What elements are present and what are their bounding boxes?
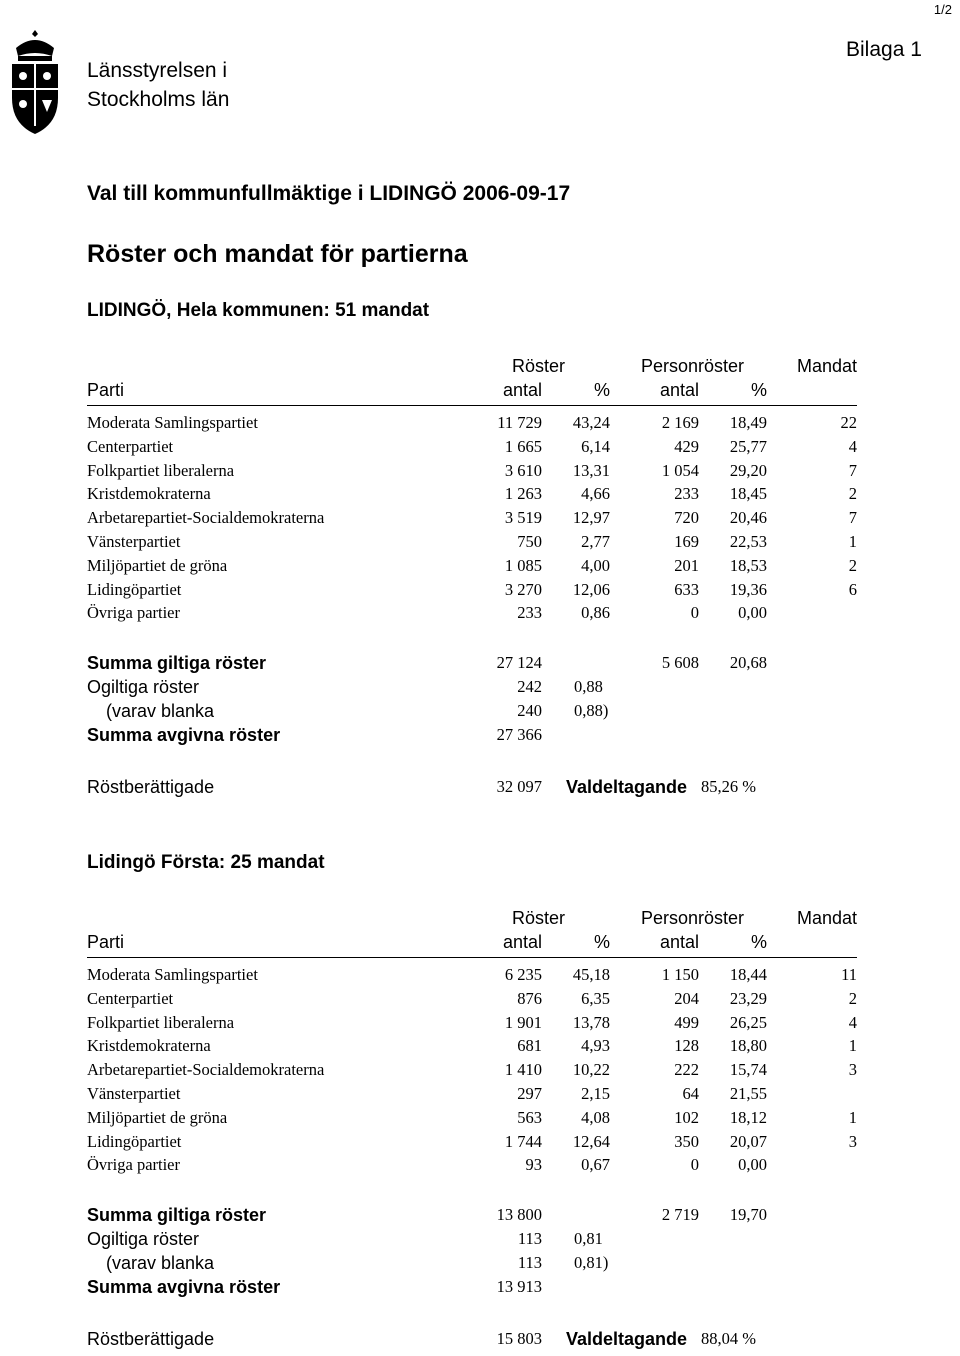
votes-count: 1 744 [504,1131,542,1151]
personal-votes-percent: 22,53 [729,532,767,551]
table-row [0,1084,960,1108]
page-number: 1/2 [933,2,952,17]
personal-votes-count: 1 150 [661,965,699,984]
turnout-value: 85,26 % [701,777,756,796]
coat-of-arms-logo [8,28,62,138]
votes-percent: 2,77 [581,532,610,551]
party-name: Miljöpartiet de gröna [87,1107,228,1127]
mandat-header: Mandat [796,908,857,928]
party-name: Miljöpartiet de gröna [87,555,228,575]
votes-count: 681 [517,1036,542,1056]
votes-count: 1 901 [504,1012,542,1032]
personal-votes-count-header: antal [659,932,699,952]
party-name: Centerpartiet [87,988,174,1008]
party-name: Arbetarepartiet-Socialdemokraterna [87,508,325,528]
table-row [0,532,960,556]
votes-percent: 13,78 [572,1012,610,1032]
party-name: Moderata Samlingspartiet [87,965,258,984]
mandat-count: 7 [848,508,857,528]
valid-personal-votes: 5 608 [661,653,699,672]
summary-cast-votes [0,725,960,749]
personal-votes-pct-header: % [750,380,767,400]
votes-percent: 12,06 [572,579,610,599]
party-name: Folkpartiet liberalerna [87,1012,235,1032]
personal-votes-percent: 18,12 [729,1107,767,1127]
table-row [0,556,960,580]
personal-votes-group-header: Personröster [641,908,745,928]
invalid-votes-percent: 0,81 [574,1229,603,1248]
personal-votes-count-header: antal [659,380,699,400]
party-name: Vänsterpartiet [87,1084,181,1103]
votes-percent: 4,08 [581,1107,610,1127]
cast-votes-count: 13 913 [496,1277,542,1296]
personal-votes-count: 499 [674,1012,699,1032]
valid-personal-votes-percent: 19,70 [729,1205,767,1224]
party-name: Kristdemokraterna [87,1036,211,1056]
table-row [0,989,960,1013]
party-header: Parti [87,932,125,952]
invalid-votes-count: 242 [517,677,542,696]
votes-count-header: antal [502,380,542,400]
mandat-count: 3 [848,1131,857,1151]
table-row [0,437,960,461]
table-row [0,1132,960,1156]
blank-votes-percent: 0,88) [574,701,609,720]
valid-votes-label: Summa giltiga röster [87,653,267,673]
annex-label: Bilaga 1 [846,38,922,61]
mandat-header: Mandat [796,356,857,376]
personal-votes-percent: 18,49 [729,413,767,432]
votes-count: 11 729 [497,413,542,432]
cast-votes-label: Summa avgivna röster [87,725,281,745]
mandat-count: 1 [848,532,857,551]
summary-valid-votes [0,1205,960,1229]
invalid-votes-label: Ogiltiga röster [87,677,200,697]
invalid-votes-percent: 0,88 [574,677,603,696]
personal-votes-percent: 0,00 [738,603,767,623]
votes-count: 1 410 [504,1060,542,1080]
mandat-count: 2 [848,988,857,1008]
turnout-value: 88,04 % [701,1329,756,1348]
votes-pct-header: % [593,932,610,952]
personal-votes-count: 233 [674,484,699,504]
table-row [0,508,960,532]
votes-pct-header: % [593,380,610,400]
votes-percent: 4,66 [581,484,610,504]
personal-votes-percent: 21,55 [729,1084,767,1103]
section-heading: LIDINGÖ, Hela kommunen: 51 mandat [87,300,430,321]
votes-percent: 2,15 [581,1084,610,1103]
valid-votes-count: 27 124 [496,653,542,672]
votes-count: 1 263 [504,484,542,504]
votes-count: 3 610 [504,460,542,480]
personal-votes-percent: 19,36 [729,579,767,599]
summary-cast-votes [0,1277,960,1301]
party-name: Lidingöpartiet [87,1131,182,1151]
section-heading: Lidingö Första: 25 mandat [87,852,325,873]
personal-votes-count: 222 [674,1060,699,1080]
eligible-voters-label: Röstberättigade [87,1329,215,1349]
blank-votes-label: (varav blanka [106,1253,215,1273]
votes-count: 563 [517,1107,542,1127]
summary-blank-votes [0,701,960,725]
document-subtitle: Röster och mandat för partierna [87,240,468,268]
party-name: Vänsterpartiet [87,532,181,551]
votes-percent: 12,64 [572,1131,610,1151]
votes-count: 876 [517,988,542,1008]
personal-votes-percent: 26,25 [729,1012,767,1032]
mandat-count: 3 [848,1060,857,1080]
votes-percent: 6,14 [581,436,610,456]
mandat-count: 6 [848,579,857,599]
votes-count: 3 519 [504,508,542,528]
header-rule [87,957,857,958]
party-name: Arbetarepartiet-Socialdemokraterna [87,1060,325,1080]
summary-eligible [0,1329,960,1353]
personal-votes-percent: 20,46 [729,508,767,528]
personal-votes-count: 429 [674,436,699,456]
summary-valid-votes [0,653,960,677]
votes-percent: 12,97 [572,508,610,528]
table-row [0,1155,960,1179]
personal-votes-percent: 0,00 [738,1155,767,1175]
blank-votes-label: (varav blanka [106,701,215,721]
party-name: Folkpartiet liberalerna [87,460,235,480]
personal-votes-percent: 23,29 [729,988,767,1008]
personal-votes-count: 64 [682,1084,699,1103]
votes-count: 1 085 [504,555,542,575]
turnout-label: Valdeltagande [566,777,688,797]
table-row [0,965,960,989]
votes-count: 297 [517,1084,542,1103]
invalid-votes-count: 113 [517,1229,542,1248]
votes-percent: 13,31 [572,460,610,480]
votes-percent: 0,67 [581,1155,610,1175]
personal-votes-count: 0 [690,1155,699,1175]
personal-votes-count: 169 [674,532,699,551]
personal-votes-percent: 18,53 [729,555,767,575]
table-row [0,580,960,604]
personal-votes-percent: 15,74 [729,1060,767,1080]
mandat-count: 4 [848,436,857,456]
personal-votes-count: 720 [674,508,699,528]
valid-votes-label: Summa giltiga röster [87,1205,267,1225]
personal-votes-count: 204 [674,988,699,1008]
votes-percent: 43,24 [572,413,610,432]
votes-count: 93 [525,1155,542,1175]
personal-votes-count: 350 [674,1131,699,1151]
mandat-count: 2 [848,555,857,575]
personal-votes-group-header: Personröster [641,356,745,376]
table-row [0,461,960,485]
personal-votes-percent: 18,80 [729,1036,767,1056]
party-name: Lidingöpartiet [87,579,182,599]
valid-votes-count: 13 800 [496,1205,542,1224]
mandat-count: 4 [848,1012,857,1032]
table-row [0,1036,960,1060]
organization-name [87,56,229,114]
personal-votes-count: 1 054 [661,460,699,480]
summary-eligible [0,777,960,801]
votes-percent: 10,22 [572,1060,610,1080]
valid-personal-votes-percent: 20,68 [729,653,767,672]
party-name: Centerpartiet [87,436,174,456]
personal-votes-count: 201 [674,555,699,575]
mandat-count: 22 [840,413,857,432]
table-row [0,413,960,437]
summary-invalid-votes [0,1229,960,1253]
personal-votes-percent: 29,20 [729,460,767,480]
blank-votes-count: 113 [517,1253,542,1272]
party-name: Kristdemokraterna [87,484,211,504]
votes-count: 233 [517,603,542,623]
party-header: Parti [87,380,125,400]
votes-count: 1 665 [504,436,542,456]
mandat-count: 11 [841,965,857,984]
table-row [0,1060,960,1084]
valid-personal-votes: 2 719 [661,1205,699,1224]
eligible-voters-count: 15 803 [496,1329,542,1348]
votes-percent: 4,00 [581,555,610,575]
personal-votes-percent: 25,77 [729,436,767,456]
blank-votes-percent: 0,81) [574,1253,609,1272]
header-rule [87,405,857,406]
personal-votes-count: 2 169 [661,413,699,432]
document-title: Val till kommunfullmäktige i LIDINGÖ 2006-09-17 [87,182,571,205]
votes-count: 6 235 [504,965,542,984]
personal-votes-count: 128 [674,1036,699,1056]
mandat-count: 1 [848,1036,857,1056]
eligible-voters-label: Röstberättigade [87,777,215,797]
table-row [0,1013,960,1037]
votes-percent: 4,93 [581,1036,610,1056]
invalid-votes-label: Ogiltiga röster [87,1229,200,1249]
table-row [0,603,960,627]
eligible-voters-count: 32 097 [496,777,542,796]
votes-count: 750 [517,532,542,551]
table-row [0,484,960,508]
personal-votes-percent: 18,45 [729,484,767,504]
votes-group-header: Röster [512,908,566,928]
summary-invalid-votes [0,677,960,701]
votes-percent: 45,18 [572,965,610,984]
votes-percent: 6,35 [581,988,610,1008]
blank-votes-count: 240 [517,701,542,720]
summary-blank-votes [0,1253,960,1277]
mandat-count: 1 [848,1107,857,1127]
votes-percent: 0,86 [581,603,610,623]
organization-line-2: Stockholms län [87,88,230,111]
party-name: Övriga partier [87,603,180,623]
party-name: Moderata Samlingspartiet [87,413,258,432]
personal-votes-pct-header: % [750,932,767,952]
votes-count: 3 270 [504,579,542,599]
personal-votes-percent: 20,07 [729,1131,767,1151]
party-name: Övriga partier [87,1155,180,1175]
personal-votes-percent: 18,44 [729,965,767,984]
organization-line-1: Länsstyrelsen i [87,59,228,82]
table-row [0,1108,960,1132]
personal-votes-count: 102 [674,1107,699,1127]
votes-group-header: Röster [512,356,566,376]
cast-votes-count: 27 366 [496,725,542,744]
mandat-count: 2 [848,484,857,504]
mandat-count: 7 [848,460,857,480]
votes-count-header: antal [502,932,542,952]
turnout-label: Valdeltagande [566,1329,688,1349]
cast-votes-label: Summa avgivna röster [87,1277,281,1297]
personal-votes-count: 0 [690,603,699,623]
personal-votes-count: 633 [674,579,699,599]
